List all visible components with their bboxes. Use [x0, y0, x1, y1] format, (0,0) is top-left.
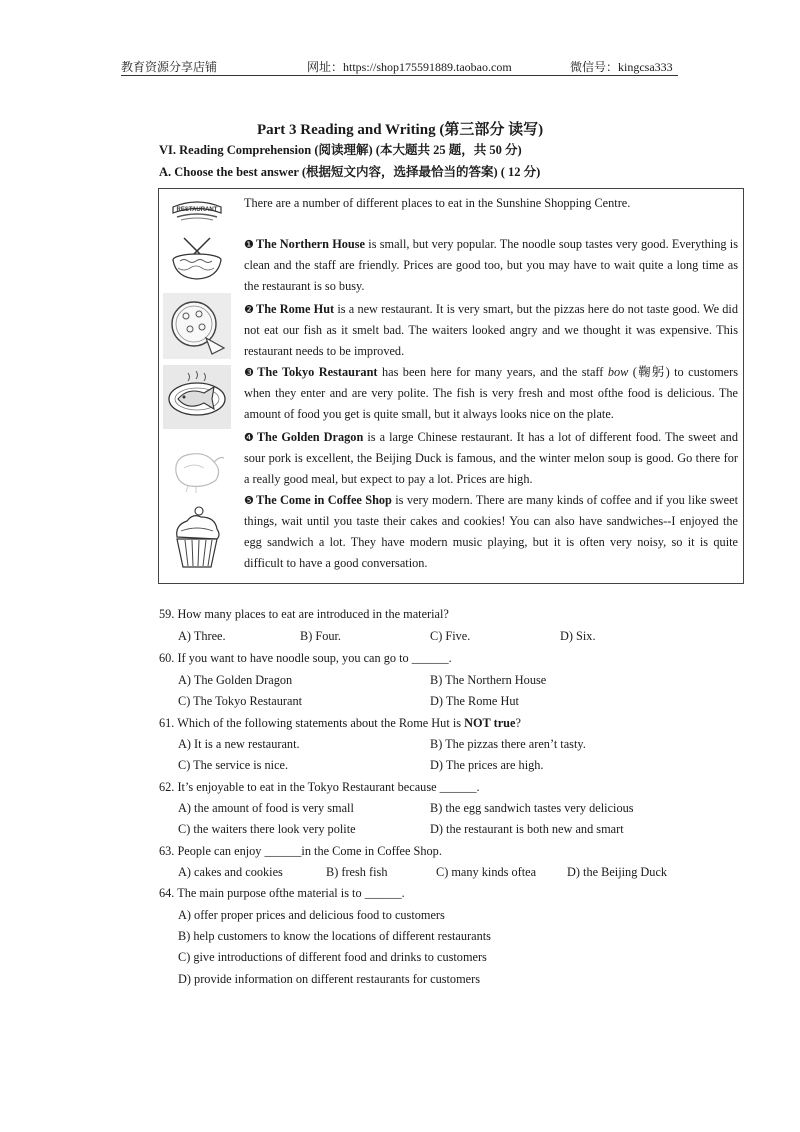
- option-64-a[interactable]: A) offer proper prices and delicious food to customers: [178, 908, 445, 922]
- option-60-c[interactable]: C) The Tokyo Restaurant: [178, 694, 303, 708]
- option-59-a[interactable]: A) Three.: [178, 629, 226, 643]
- header-wechat: 微信号：kingcsa333: [570, 60, 673, 74]
- option-63-a[interactable]: A) cakes and cookies: [178, 865, 283, 879]
- option-59-d[interactable]: D) Six.: [560, 629, 596, 643]
- passage-intro: There are a number of different places to eat in the Sunshine Shopping Centre.: [244, 196, 631, 210]
- option-62-a[interactable]: A) the amount of food is very small: [178, 801, 354, 815]
- option-63-c[interactable]: C) many kinds oftea: [436, 865, 537, 879]
- passage-rome-hut: ❷ The Rome Hut is a new restaurant. It is very smart, but the pizzas here do not taste good. We did not eat our fish as it smelt bad. The waiters looked angry and we thought it was expensive. This restaurant needs to be improved.: [244, 302, 738, 358]
- header-url: 网址：https://shop175591889.taobao.com: [307, 60, 512, 74]
- option-59-c[interactable]: C) Five.: [430, 629, 471, 643]
- option-62-d[interactable]: D) the restaurant is both new and smart: [430, 822, 624, 836]
- question-60: 60. If you want to have noodle soup, you can go to ______.: [159, 651, 452, 665]
- option-64-c[interactable]: C) give introductions of different food and drinks to customers: [178, 950, 487, 964]
- header-shop-name: 教育资源分享店铺: [121, 60, 218, 74]
- restaurant-name: The Tokyo Restaurant: [257, 365, 378, 379]
- question-63: 63. People can enjoy ______in the Come in Coffee Shop.: [159, 844, 442, 858]
- option-63-b[interactable]: B) fresh fish: [326, 865, 388, 879]
- option-60-b[interactable]: B) The Northern House: [430, 673, 547, 687]
- restaurant-name: The Northern House: [256, 237, 366, 251]
- question-61: 61. Which of the following statements about the Rome Hut is NOT true?: [159, 716, 521, 730]
- option-61-b[interactable]: B) The pizzas there aren’t tasty.: [430, 737, 586, 751]
- passage-coffee-shop: ❺ The Come in Coffee Shop is very modern. There are many kinds of coffee and if you like sweet things, wait until you taste their cakes and cookies! You can also have sandwiches--I enjoyed the egg sandwich a lot. They have modern music playing, but it is often very noisy, so it is quite difficult to have a good conversation.: [244, 493, 738, 570]
- section-instruction: A. Choose the best answer (根据短文内容，选择最恰当的答案) ( 12 分): [159, 165, 541, 179]
- pizza-icon: [163, 293, 231, 359]
- roast-duck-icon: [163, 435, 231, 497]
- reading-passage-box: [158, 188, 744, 584]
- option-64-b[interactable]: B) help customers to know the locations of different restaurants: [178, 929, 491, 943]
- option-59-b[interactable]: B) Four.: [300, 629, 341, 643]
- part-title: Part 3 Reading and Writing (第三部分 读写): [256, 122, 544, 138]
- question-62: 62. It’s enjoyable to eat in the Tokyo Restaurant because ______.: [159, 780, 480, 794]
- noodle-bowl-icon: [163, 233, 231, 285]
- option-61-a[interactable]: A) It is a new restaurant.: [178, 737, 300, 751]
- option-60-a[interactable]: A) The Golden Dragon: [178, 673, 293, 687]
- cupcake-icon: [163, 501, 231, 575]
- option-64-d[interactable]: D) provide information on different restaurants for customers: [178, 972, 480, 986]
- restaurant-name: The Golden Dragon: [256, 430, 364, 444]
- restaurant-name: The Rome Hut: [256, 302, 335, 316]
- passage-northern-house: ❶ The Northern House is small, but very popular. The noodle soup tastes very good. Everything is clean and the staff are friendly. Prices are good too, but you may have to wait quite a long time as the restaurant is so busy.: [244, 237, 738, 293]
- svg-text:RESTAURANT: RESTAURANT: [176, 207, 218, 213]
- passage-golden-dragon: ❹ The Golden Dragon is a large Chinese restaurant. It has a lot of different food. The sweet and sour pork is excellent, the Beijing Duck is famous, and the winter melon soup is good. Go there for a really good meal, but expect to pay a lot. Prices are high.: [244, 430, 738, 486]
- restaurant-sign-icon: [163, 193, 231, 227]
- fish-plate-icon: [163, 365, 231, 429]
- option-62-c[interactable]: C) the waiters there look very polite: [178, 822, 356, 836]
- question-59: 59. How many places to eat are introduced in the material?: [159, 607, 449, 621]
- option-62-b[interactable]: B) the egg sandwich tastes very delicious: [430, 801, 634, 815]
- option-63-d[interactable]: D) the Beijing Duck: [567, 865, 668, 879]
- section-heading: VI. Reading Comprehension (阅读理解) (本大题共 25 题，共 50 分): [159, 143, 522, 157]
- passage-tokyo-restaurant: ❸ The Tokyo Restaurant has been here for many years, and the staff bow (鞠躬) to customers when they enter and are very polite. The fish is very fresh and most ofthe food is delicious. The amount of food you get is quite small, but it always looks nice on the plate.: [244, 365, 738, 421]
- option-61-c[interactable]: C) The service is nice.: [178, 758, 289, 772]
- question-64: 64. The main purpose ofthe material is to ______.: [159, 886, 405, 900]
- option-61-d[interactable]: D) The prices are high.: [430, 758, 544, 772]
- restaurant-name: The Come in Coffee Shop: [256, 493, 392, 507]
- option-60-d[interactable]: D) The Rome Hut: [430, 694, 519, 708]
- page-header: [121, 56, 678, 76]
